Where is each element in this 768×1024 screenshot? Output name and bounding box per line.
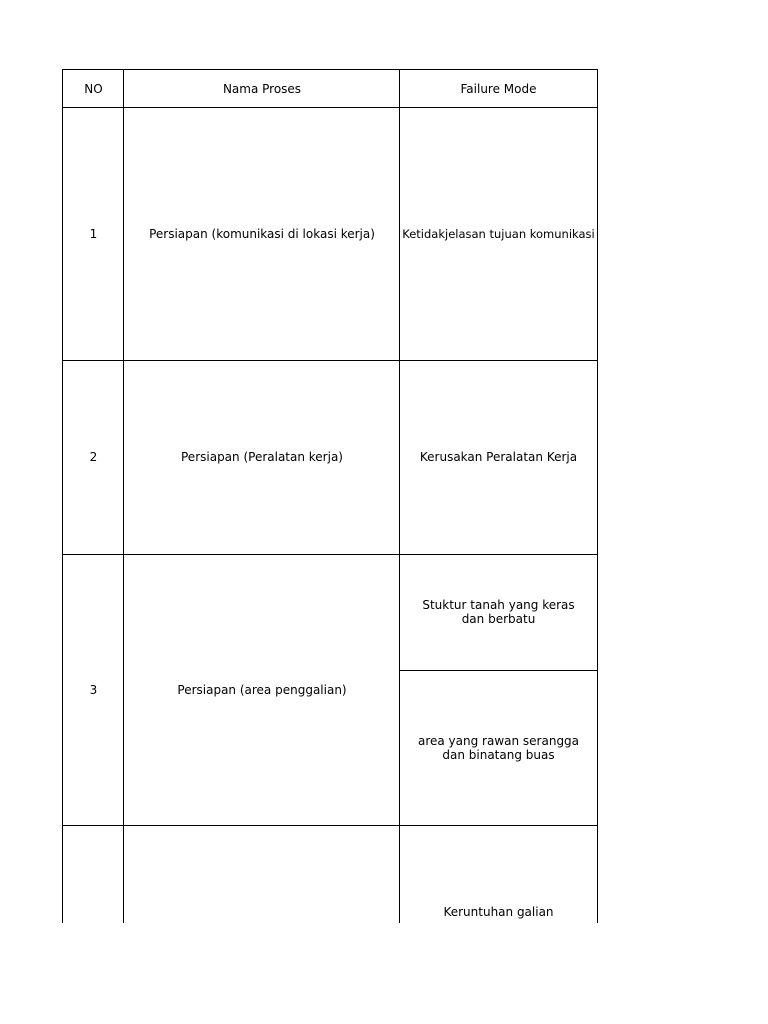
row-3-no: 3 — [62, 554, 124, 826]
row-3-failure-mode-2: area yang rawan serangga dan binatang buas — [399, 670, 598, 826]
row-3-failure-mode-1: Stuktur tanah yang keras dan berbatu — [399, 554, 598, 671]
row-1-failure-mode: Ketidakjelasan tujuan komunikasi — [399, 107, 598, 361]
header-failure-mode: Failure Mode — [399, 69, 598, 108]
row-2-nama-proses: Persiapan (Peralatan kerja) — [123, 360, 400, 555]
fmea-table — [62, 69, 598, 923]
row-1-nama-proses: Persiapan (komunikasi di lokasi kerja) — [123, 107, 400, 361]
row-4-no — [62, 825, 124, 923]
row-1-no: 1 — [62, 107, 124, 361]
row-3-nama-proses: Persiapan (area penggalian) — [123, 554, 400, 826]
row-2-no: 2 — [62, 360, 124, 555]
row-4-nama-proses — [123, 825, 400, 923]
row-4-failure-mode: Keruntuhan galian — [399, 825, 598, 923]
header-nama-proses: Nama Proses — [123, 69, 400, 108]
row-2-failure-mode: Kerusakan Peralatan Kerja — [399, 360, 598, 555]
header-no: NO — [62, 69, 124, 108]
